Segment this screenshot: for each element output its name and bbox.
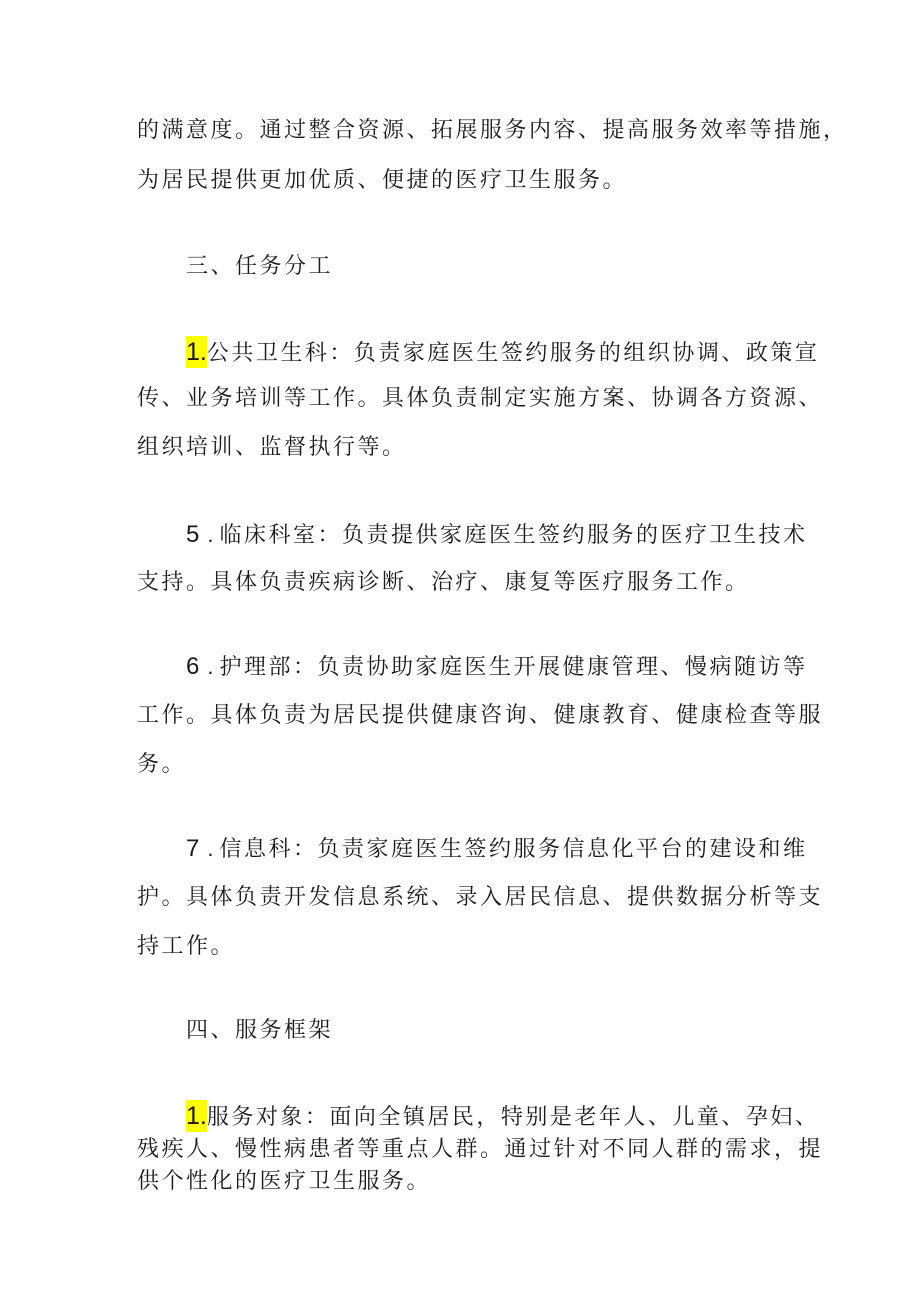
- intro-line-1: 的满意度。通过整合资源、拓展服务内容、提高服务效率等措施，: [137, 118, 848, 143]
- task-item-1-line-3: 组织培训、监督执行等。: [137, 435, 407, 460]
- framework-item-1-line-2: 残疾人、慢性病患者等重点人群。通过针对不同人群的需求，提: [137, 1137, 824, 1162]
- task-item-6-line-3: 务。: [137, 752, 187, 777]
- task-item-7-line-3: 持工作。: [137, 934, 236, 959]
- task-item-7-line-2: 护。具体负责开发信息系统、录入居民信息、提供数据分析等支: [137, 885, 824, 910]
- item-number: 5: [186, 521, 200, 548]
- task-item-6-line-1: 6 . 护理部：负责协助家庭医生开展健康管理、慢病随访等: [186, 653, 808, 680]
- framework-item-1-line-1: 1.服务对象：面向全镇居民，特别是老年人、儿童、孕妇、: [186, 1102, 820, 1130]
- highlighted-number: 1.: [186, 338, 207, 366]
- framework-item-1-line-3: 供个性化的医疗卫生服务。: [137, 1169, 432, 1194]
- task-item-7-line-1: 7 . 信息科：负责家庭医生签约服务信息化平台的建设和维: [186, 835, 808, 862]
- task-item-5-line-1: 5 . 临床科室：负责提供家庭医生签约服务的医疗卫生技术: [186, 521, 808, 548]
- intro-line-2: 为居民提供更加优质、便捷的医疗卫生服务。: [137, 168, 628, 193]
- highlighted-number: 1.: [186, 1102, 207, 1130]
- item-number: 7: [186, 835, 200, 862]
- task-item-6-line-2: 工作。具体负责为居民提供健康咨询、健康教育、健康检查等服: [137, 703, 824, 728]
- task-item-5-line-2: 支持。具体负责疾病诊断、治疗、康复等医疗服务工作。: [137, 570, 750, 595]
- section-3-heading: 三、任务分工: [186, 254, 334, 279]
- task-item-1-line-2: 传、业务培训等工作。具体负责制定实施方案、协调各方资源、: [137, 386, 824, 411]
- task-item-1-line-1: 1.公共卫生科：负责家庭医生签约服务的组织协调、政策宣: [186, 338, 820, 366]
- section-4-heading: 四、服务框架: [186, 1018, 334, 1043]
- item-number: 6: [186, 653, 200, 680]
